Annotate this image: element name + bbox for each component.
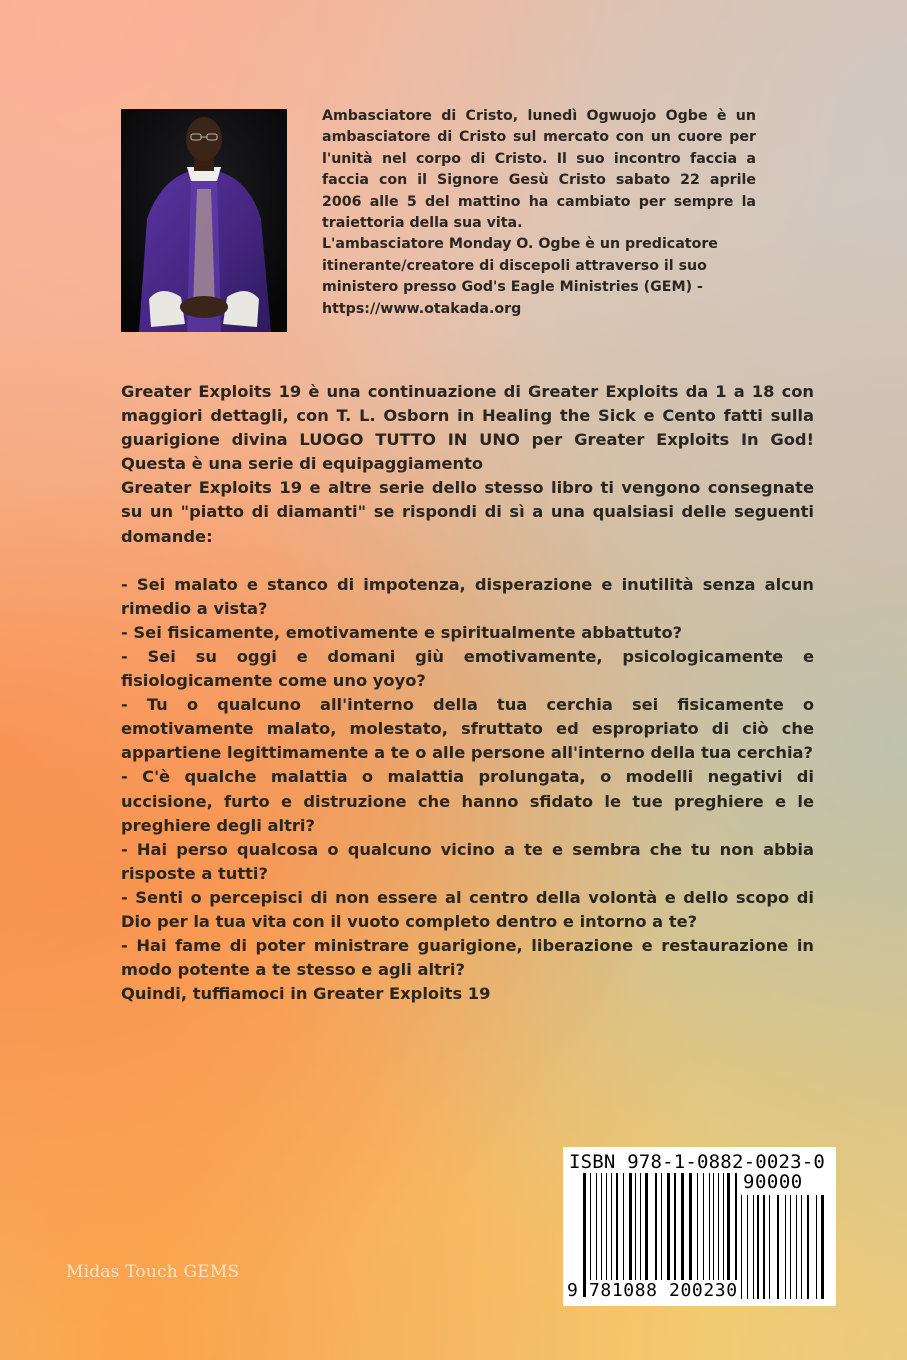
question-item: - Sei malato e stanco di impotenza, disperazione e inutilità senza alcun rimedio a vista? [121, 574, 814, 618]
isbn-barcode [563, 1147, 836, 1306]
barcode-bar [611, 1173, 612, 1297]
question-item: - Sei fisicamente, emotivamente e spiritualmente abbattuto? [121, 622, 683, 642]
book-description [121, 380, 814, 1006]
barcode-bar [640, 1173, 641, 1297]
barcode-bar [801, 1195, 802, 1299]
barcode-bar [661, 1173, 662, 1297]
barcode-bar [763, 1195, 765, 1299]
barcode-bar [785, 1195, 786, 1299]
barcode-bar [635, 1173, 636, 1297]
question-item: - Tu o qualcuno all'interno della tua cerchia sei fisicamente o emotivamente malato, molestato, sfruttato ed espropriato di ciò che appartiene legittimamente a te o alle persone all'interno della tua cerchia? [121, 695, 814, 763]
barcode-bar [723, 1173, 724, 1297]
barcode-bar [655, 1173, 657, 1297]
barcode-bar [674, 1173, 676, 1297]
barcode-bar [741, 1195, 742, 1299]
barcode-bar [757, 1195, 759, 1299]
barcode-bar [629, 1173, 632, 1297]
barcode-bar [590, 1173, 591, 1297]
barcode-bar [777, 1195, 779, 1299]
question-item: - Hai fame di poter ministrare guarigione, liberazione e restaurazione in modo potente a te stesso e agli altri? [121, 936, 814, 980]
barcode-bar [623, 1173, 624, 1297]
description-closing: Quindi, tuffiamoci in Greater Exploits 19 [121, 984, 491, 1004]
description-intro: Greater Exploits 19 è una continuazione di Greater Exploits da 1 a 18 con maggiori dettagli, con T. L. Osborn in Healing the Sick e Cento fatti sulla guarigione divina LUOGO TUTTO IN UNO per Greater Exploits In God! Questa è una serie di equipaggiamento [121, 382, 814, 474]
barcode-bar [645, 1173, 648, 1297]
description-offer: Greater Exploits 19 e altre serie dello stesso libro ti vengono consegnate su un "piatto di diamanti" se rispondi di sì a una qualsiasi delle seguenti domande: [121, 478, 814, 546]
bio-paragraph-2: L'ambasciatore Monday O. Ogbe è un predicatore itinerante/creatore di discepoli attraverso il suo ministero presso God's Eagle Ministries (GEM) - https://www.otakada.org [322, 236, 718, 317]
question-item: - Senti o percepisci di non essere al centro della volontà e dello scopo di Dio per la tua vita con il vuoto completo dentro e intorno a te? [121, 887, 814, 931]
barcode-bar [790, 1195, 791, 1299]
barcode-bar [703, 1173, 704, 1297]
barcode-bar [689, 1173, 692, 1297]
barcode-bar [796, 1195, 797, 1299]
barcode-bar [583, 1173, 586, 1297]
barcode-bar [667, 1173, 670, 1297]
barcode-bar [735, 1173, 737, 1297]
ean-digits: 781088 200230 [589, 1280, 738, 1301]
barcode-bar [769, 1195, 770, 1299]
barcode-bar [697, 1173, 698, 1297]
author-photo [121, 109, 287, 332]
barcode-bar [601, 1173, 602, 1297]
barcode-bar [807, 1195, 809, 1299]
barcode-bar [747, 1195, 748, 1299]
question-item: - C'è qualche malattia o malattia prolungata, o modelli negativi di uccisione, furto e distruzione che hanno sfidato le tue preghiere e le preghiere degli altri? [121, 767, 814, 835]
barcode-bar [816, 1195, 817, 1299]
addon-barcode-bars [741, 1195, 827, 1299]
barcode-bar [681, 1173, 684, 1297]
barcode-bar [616, 1173, 618, 1297]
barcode-bar [709, 1173, 710, 1297]
publisher-mark: Midas Touch GEMS [66, 1262, 240, 1282]
ean-first-digit: 9 [567, 1280, 578, 1301]
ean-barcode-bars [583, 1173, 737, 1297]
isbn-label: ISBN 978-1-0882-0023-0 [569, 1151, 826, 1173]
barcode-bar [753, 1195, 754, 1299]
question-item: - Hai perso qualcosa o qualcuno vicino a te e sembra che tu non abbia risposte a tutti? [121, 839, 814, 883]
author-portrait-image [121, 109, 287, 332]
barcode-bar [727, 1173, 730, 1297]
barcode-bar [718, 1173, 719, 1297]
barcode-bar [713, 1173, 714, 1297]
barcode-addon-number: 90000 [743, 1171, 803, 1193]
barcode-bar [606, 1173, 607, 1297]
question-item: - Sei su oggi e domani giù emotivamente, psicologicamente e fisiologicamente come uno yoyo? [121, 646, 814, 691]
paragraph-spacer [121, 549, 814, 573]
barcode-bar [596, 1173, 597, 1297]
bio-paragraph-1: Ambasciatore di Cristo, lunedì Ogwuojo Ogbe è un ambasciatore di Cristo sul mercato con un cuore per l'unità nel corpo di Cristo. Il suo incontro faccia a faccia con il Signore Gesù Cristo sabato 22 aprile 2006 alle 5 del mattino ha cambiato per sempre la traiettoria della sua vita. [322, 108, 756, 232]
barcode-bar [821, 1195, 824, 1299]
author-bio [322, 106, 756, 320]
